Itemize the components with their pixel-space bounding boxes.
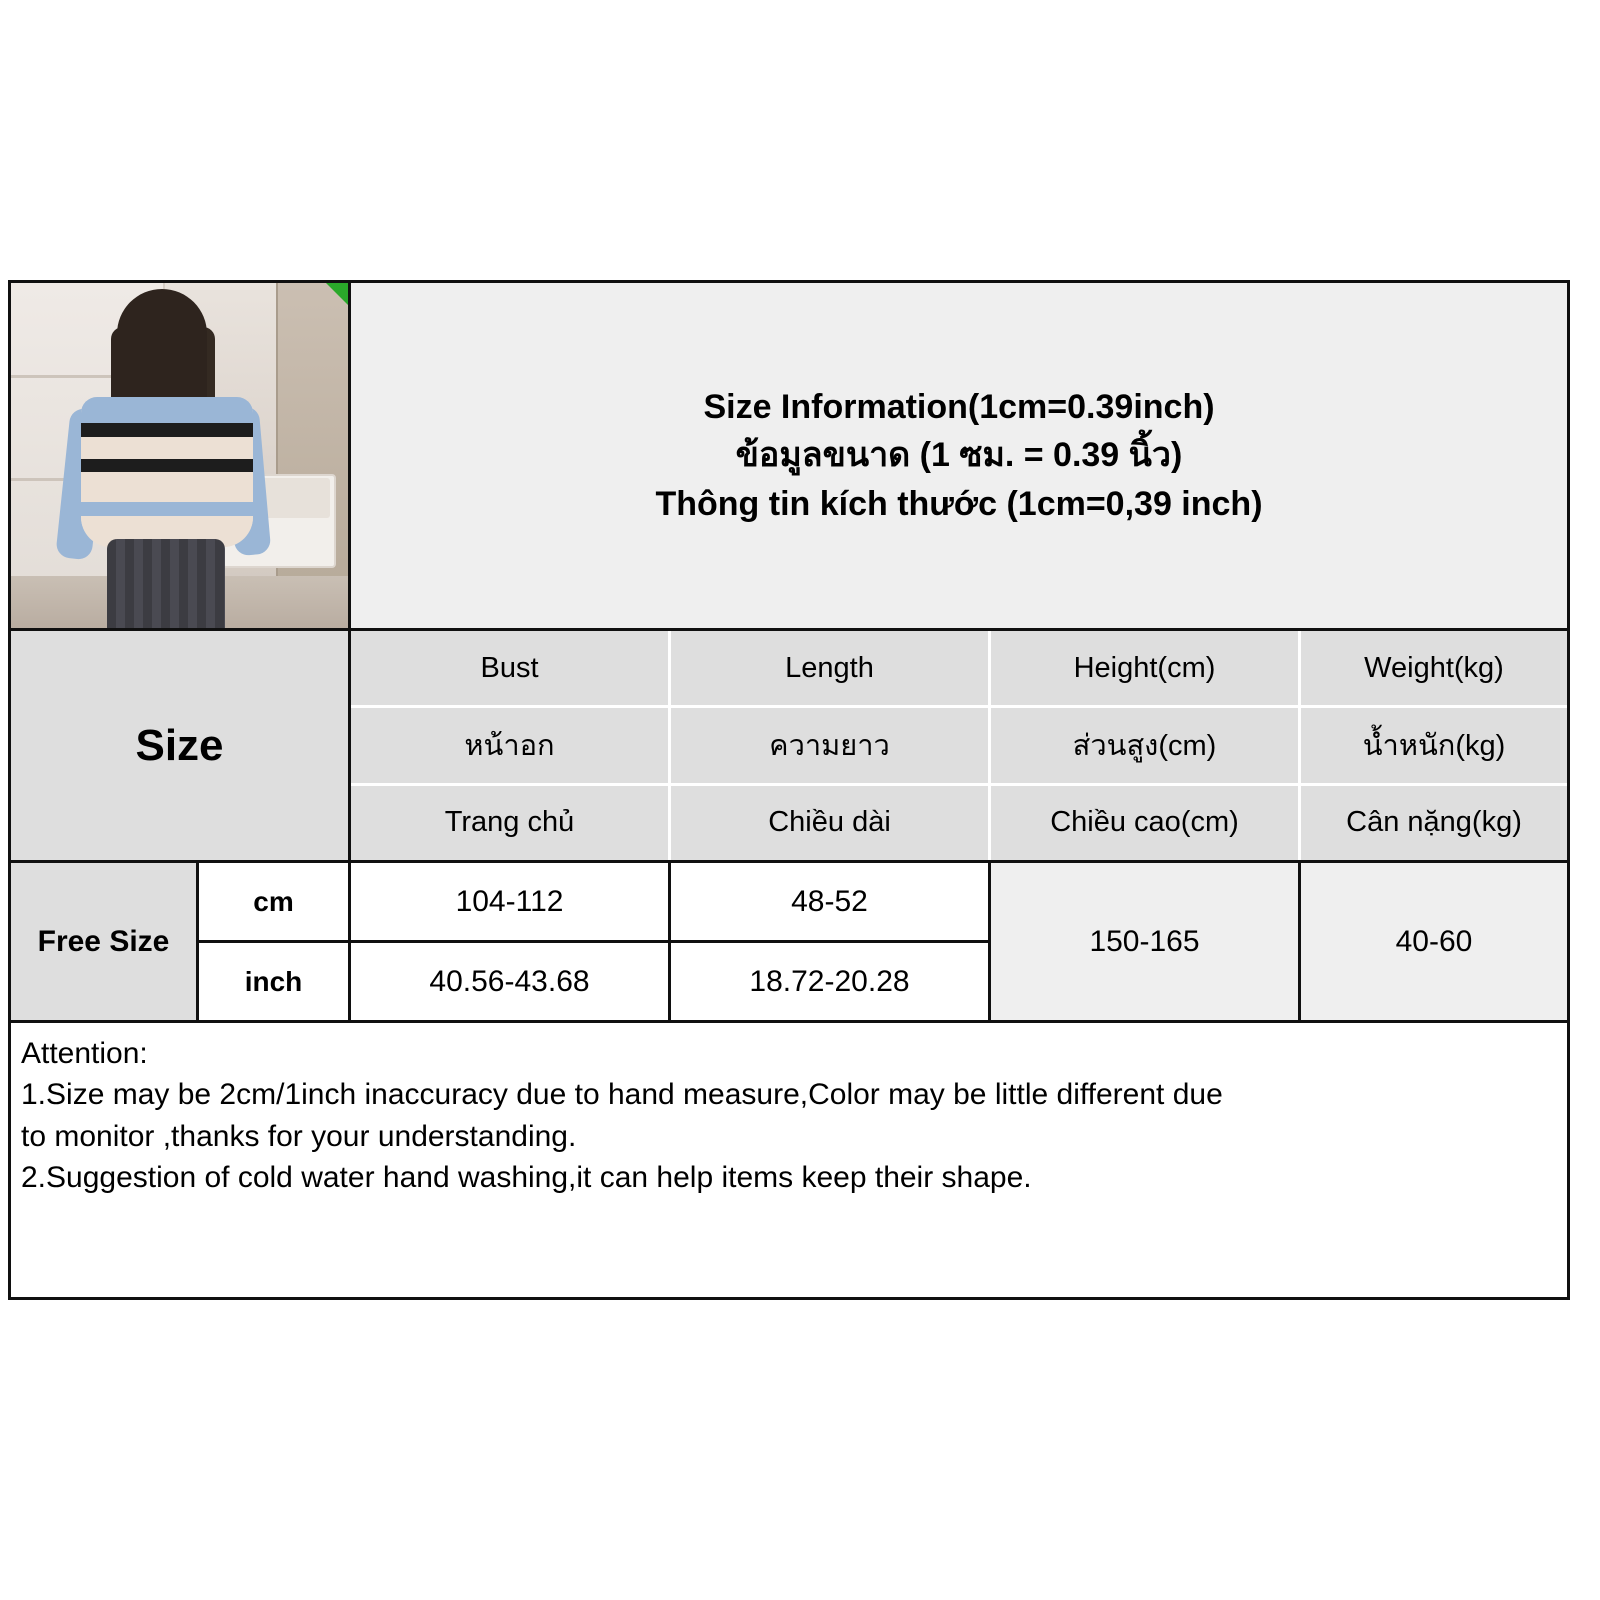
size-chart-card xyxy=(8,280,1570,1300)
header-bust-en: Bust xyxy=(351,631,671,705)
title-line-vi: Thông tin kích thước (1cm=0,39 inch) xyxy=(655,484,1263,523)
sweater-stripe xyxy=(81,397,253,423)
bust-inch: 40.56-43.68 xyxy=(429,964,590,998)
sweater-stripe xyxy=(81,437,253,459)
length-cm: 48-52 xyxy=(671,863,988,943)
header-row-vi xyxy=(351,786,1567,860)
attention-heading: Attention: xyxy=(21,1037,148,1070)
cell-weight: 40-60 xyxy=(1301,863,1567,1020)
header-length-en: Length xyxy=(671,631,991,705)
model-pants xyxy=(107,539,225,628)
attention-line-1: 1.Size may be 2cm/1inch inaccuracy due to hand measure,Color may be little different due xyxy=(21,1078,1223,1112)
attention-line-2: to monitor ,thanks for your understanding. xyxy=(21,1119,577,1153)
header-height-vi: Chiều cao(cm) xyxy=(991,786,1301,860)
green-corner-marker xyxy=(326,283,348,305)
card-top-row xyxy=(11,283,1567,631)
header-height-en: Height(cm) xyxy=(991,631,1301,705)
cell-length xyxy=(671,863,991,1020)
table-header xyxy=(11,631,1567,863)
header-height-th: ส่วนสูง(cm) xyxy=(991,708,1301,782)
attention-line-3: 2.Suggestion of cold water hand washing,it can help items keep their shape. xyxy=(21,1161,1032,1195)
model-sweater xyxy=(81,397,253,547)
unit-inch: inch xyxy=(244,965,303,997)
header-size-label: Size xyxy=(11,631,351,860)
header-weight-th: น้ำหนัก(kg) xyxy=(1301,708,1567,782)
sweater-stripe xyxy=(81,459,253,472)
cell-bust xyxy=(351,863,671,1020)
sweater-stripe xyxy=(81,502,253,516)
length-inch: 18.72-20.28 xyxy=(749,964,910,998)
product-photo xyxy=(11,283,351,628)
bust-cm: 104-112 xyxy=(351,863,668,943)
sweater-stripe xyxy=(81,423,253,437)
attention-block xyxy=(11,1023,1567,1297)
sweater-stripe xyxy=(81,472,253,502)
header-length-vi: Chiều dài xyxy=(671,786,991,860)
table-row xyxy=(11,863,1567,1023)
header-row-en xyxy=(351,631,1567,708)
cell-height: 150-165 xyxy=(991,863,1301,1020)
photo-model xyxy=(63,289,263,628)
header-length-th: ความยาว xyxy=(671,708,991,782)
header-columns xyxy=(351,631,1567,860)
size-information-title xyxy=(351,283,1567,628)
row-units xyxy=(199,863,351,1020)
unit-cm: cm xyxy=(199,863,348,943)
header-weight-en: Weight(kg) xyxy=(1301,631,1567,705)
header-row-th xyxy=(351,708,1567,785)
header-bust-vi: Trang chủ xyxy=(351,786,671,860)
title-line-th: ข้อมูลขนาด (1 ซม. = 0.39 นิ้ว) xyxy=(735,436,1183,475)
title-line-en: Size Information(1cm=0.39inch) xyxy=(703,388,1215,427)
header-bust-th: หน้าอก xyxy=(351,708,671,782)
header-weight-vi: Cân nặng(kg) xyxy=(1301,786,1567,860)
row-size-name: Free Size xyxy=(11,863,199,1020)
